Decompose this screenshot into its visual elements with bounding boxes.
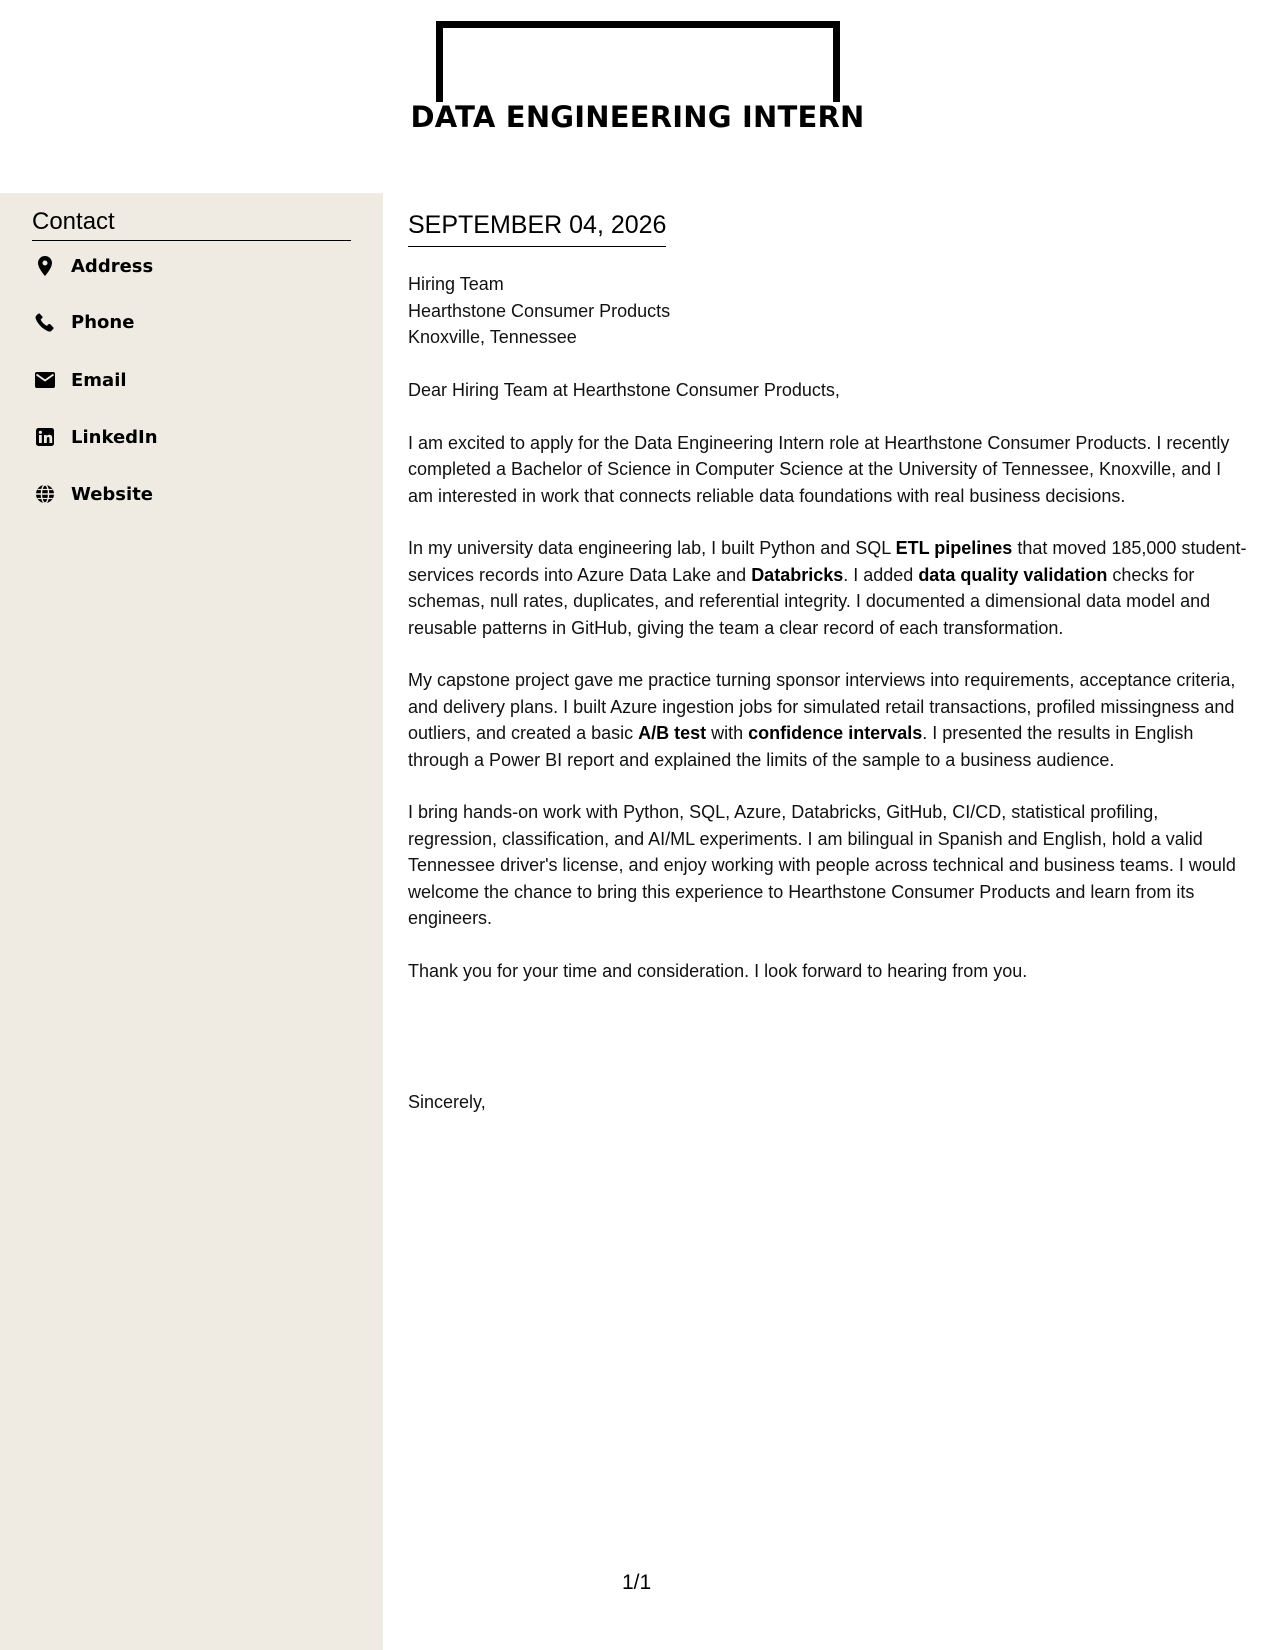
closing-sincerely: Sincerely, bbox=[408, 1092, 486, 1112]
globe-icon bbox=[32, 483, 58, 505]
contact-label-linkedin: LinkedIn bbox=[71, 426, 158, 448]
contact-label-phone: Phone bbox=[71, 311, 135, 333]
contact-label-address: Address bbox=[71, 255, 154, 277]
recipient-company: Hearthstone Consumer Products bbox=[408, 300, 671, 321]
contact-heading: Contact bbox=[32, 208, 351, 241]
job-title: DATA ENGINEERING INTERN bbox=[410, 100, 865, 134]
highlight-databricks: Databricks bbox=[751, 564, 844, 585]
letter-date: SEPTEMBER 04, 2026 bbox=[408, 211, 666, 247]
paragraph-lab: In my university data engineering lab, I built Python and SQL ETL pipelines that moved 185,000 student-services records into Azure Data Lake and Databricks. I added data quality validation checks for schemas, null rates, duplicates, and referential integrity. I documented a dimensional data model and reusable patterns in GitHub, giving the team a clear record of each transformation. bbox=[408, 538, 1247, 638]
highlight-etl-pipelines: ETL pipelines bbox=[895, 538, 1013, 559]
contact-item-website[interactable] bbox=[32, 480, 153, 508]
paragraph-intro: I am excited to apply for the Data Engineering Intern role at Hearthstone Consumer Products. I recently completed a Bachelor of Science in Computer Science at the University of Tennessee, Knoxville, and I am interested in work that connects reliable data foundations with real business decisions. bbox=[408, 432, 1230, 506]
header-bracket-decoration bbox=[436, 21, 840, 102]
salutation: Dear Hiring Team at Hearthstone Consumer Products, bbox=[408, 380, 840, 400]
paragraph-skills: I bring hands-on work with Python, SQL, Azure, Databricks, GitHub, CI/CD, statistical profiling, regression, classification, and AI/ML experiments. I am bilingual in Spanish and English, hold a valid Tennessee driver's license, and enjoy working with people across technical and business teams. I would welcome the chance to bring this experience to Hearthstone Consumer Products and learn from its engineers. bbox=[408, 802, 1236, 929]
contact-item-email[interactable] bbox=[32, 366, 127, 394]
highlight-confidence-intervals: confidence intervals bbox=[748, 723, 923, 744]
contact-item-linkedin[interactable] bbox=[32, 423, 158, 451]
contact-item-phone[interactable] bbox=[32, 308, 134, 336]
contact-label-website: Website bbox=[71, 483, 154, 505]
recipient-block bbox=[408, 271, 670, 351]
page-number: 1/1 bbox=[622, 1571, 652, 1594]
contact-label-email: Email bbox=[71, 369, 127, 391]
highlight-ab-test: A/B test bbox=[638, 723, 707, 744]
contact-sidebar bbox=[0, 193, 383, 1650]
letter-body bbox=[408, 377, 1248, 1011]
recipient-location: Knoxville, Tennessee bbox=[408, 327, 577, 347]
linkedin-icon bbox=[32, 426, 58, 448]
paragraph-thanks: Thank you for your time and consideration. I look forward to hearing from you. bbox=[408, 960, 1028, 981]
recipient-name: Hiring Team bbox=[408, 274, 504, 294]
phone-icon bbox=[32, 311, 58, 333]
paragraph-capstone: My capstone project gave me practice turning sponsor interviews into requirements, acceptance criteria, and delivery plans. I built Azure ingestion jobs for simulated retail transactions, profiled missingness and outliers, and created a basic A/B test with confidence intervals. I presented the results in English through a Power BI report and explained the limits of the sample to a business audience. bbox=[408, 670, 1236, 770]
map-pin-icon bbox=[32, 255, 58, 277]
contact-item-address[interactable] bbox=[32, 252, 153, 280]
highlight-data-quality-validation: data quality validation bbox=[918, 564, 1108, 585]
envelope-icon bbox=[32, 369, 58, 391]
